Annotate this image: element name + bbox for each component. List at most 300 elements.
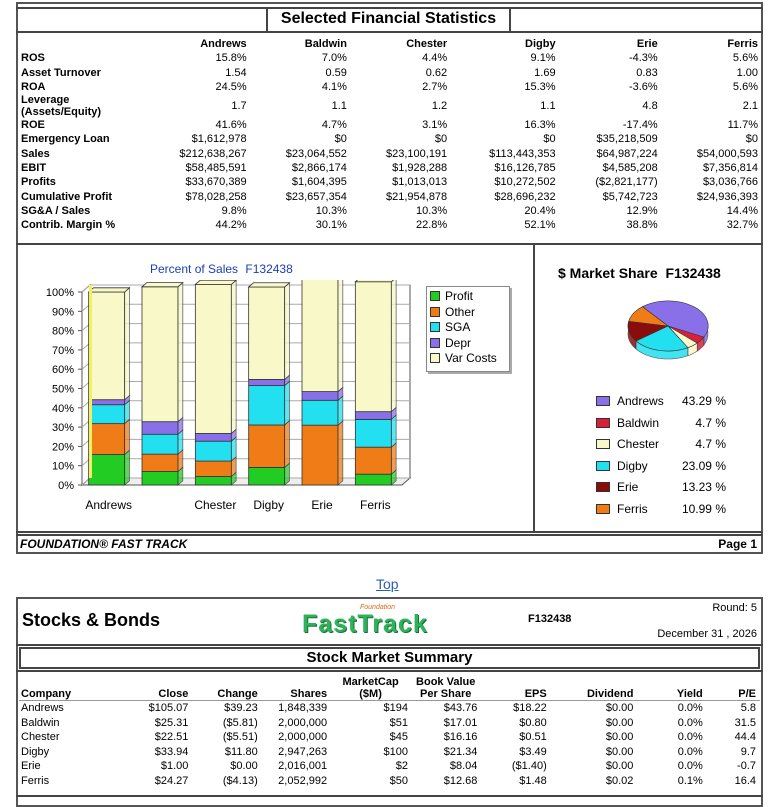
stock-row — [19, 701, 760, 716]
stock-cell: $0.00 — [605, 760, 634, 773]
fin-col-header: Andrews — [200, 38, 247, 50]
stock-cell: 5.8 — [740, 702, 756, 714]
fin-cell: 5.6% — [732, 80, 758, 93]
bar-segment — [195, 461, 231, 476]
market-share-item — [596, 459, 736, 481]
bar-segment-side — [285, 421, 290, 468]
fin-cell: $23,100,191 — [386, 147, 448, 160]
stock-cell: Erie — [21, 760, 41, 773]
fin-cell: 1.2 — [431, 100, 448, 113]
pct-chart-title-text: Percent of Sales — [150, 262, 239, 276]
fin-cell: $0 — [745, 133, 758, 146]
market-share-item — [596, 502, 736, 524]
stock-cell: $100 — [383, 745, 409, 758]
fin-cell: 10.3% — [415, 204, 448, 217]
x-axis-label: Ferris — [359, 498, 391, 512]
bar-top — [142, 283, 183, 287]
page2-bottom-rule — [16, 795, 763, 797]
fin-cell: 0.59 — [325, 66, 347, 79]
stock-row — [19, 759, 760, 774]
fin-cell: $3,036,766 — [702, 176, 758, 189]
y-tick-label: 0% — [58, 480, 74, 492]
stock-cell: $3.49 — [519, 745, 547, 758]
fin-cell: $0 — [543, 133, 556, 146]
fin-cell: 15.8% — [215, 52, 247, 65]
fin-row-label: EBIT — [21, 162, 47, 175]
y-tick-label: 20% — [51, 441, 74, 454]
bar-segment — [249, 287, 285, 379]
market-share-pct: 23.09 % — [681, 458, 726, 473]
stock-cell: $22.51 — [154, 731, 189, 744]
fin-row — [19, 66, 760, 80]
fin-cell: $1,928,288 — [392, 162, 448, 175]
legend-swatch — [430, 307, 440, 317]
fin-row-label: Sales — [21, 147, 50, 160]
fasttrack-logo — [302, 604, 462, 638]
charts-divider-top — [16, 243, 763, 245]
legend-label: Var Costs — [445, 351, 497, 365]
stock-row — [19, 716, 760, 731]
bar-segment — [302, 400, 338, 425]
fin-cell: 52.1% — [524, 219, 556, 232]
fin-row — [19, 118, 760, 132]
market-share-swatch — [596, 482, 610, 492]
fin-cell: $1,604,395 — [291, 176, 347, 189]
y-tick-label: 30% — [51, 422, 74, 435]
fin-row-label: Cumulative Profit — [21, 190, 113, 203]
stock-cell: 0.0% — [677, 760, 703, 773]
logo-fasttrack: FastTrack — [302, 610, 428, 638]
stock-cell: $1.00 — [160, 760, 189, 773]
summary-title: Stock Market Summary — [306, 649, 473, 666]
y-tick-label: 100% — [45, 287, 74, 299]
fin-cell: 1.69 — [534, 66, 556, 79]
bar-segment — [249, 379, 285, 385]
stock-cell: Ferris — [21, 774, 50, 787]
fin-row — [19, 218, 760, 232]
bar-segment — [249, 386, 285, 425]
fin-row — [19, 132, 760, 146]
market-share-swatch — [596, 418, 610, 428]
fin-cell: $58,485,591 — [185, 162, 247, 175]
stock-market-table — [19, 676, 760, 789]
stock-cell: 0.0% — [677, 745, 703, 758]
y-tick-label: 70% — [51, 344, 74, 357]
report-date: December 31 , 2026 — [657, 628, 757, 640]
fin-cell: 16.3% — [524, 119, 556, 132]
market-share-id: F132438 — [665, 265, 721, 281]
market-share-name: Andrews — [617, 394, 664, 408]
logo-foundation: Foundation — [360, 604, 396, 611]
fin-cell: 41.6% — [215, 119, 247, 132]
fin-cell: $2,866,174 — [291, 162, 347, 175]
pct-legend-item — [430, 289, 509, 305]
bar-segment — [355, 474, 391, 485]
market-share-item — [596, 437, 736, 459]
market-share-name: Chester — [617, 437, 660, 452]
bar-segment — [302, 392, 338, 401]
pct-legend-item — [430, 336, 509, 352]
fin-cell: $23,657,354 — [285, 190, 347, 203]
stock-cell: $11.80 — [224, 745, 258, 758]
fin-cell: $16,126,785 — [494, 162, 556, 175]
stock-cell: $0.02 — [605, 774, 634, 787]
bar-segment — [142, 454, 178, 471]
fin-cell: 15.3% — [524, 80, 556, 93]
fin-col-header: Digby — [525, 38, 556, 50]
x-axis-label: Chester — [194, 498, 237, 512]
market-share-name: Ferris — [617, 501, 648, 516]
stock-cell: 1,848,339 — [278, 702, 328, 714]
stock-cell: $8.04 — [449, 760, 478, 773]
fin-cell: 5.6% — [732, 52, 758, 65]
fin-row-label: Profits — [21, 176, 56, 189]
stock-cell: Andrews — [21, 702, 64, 714]
fin-cell: 14.4% — [726, 204, 758, 217]
bar-segment-side — [125, 419, 130, 454]
stock-cell: $0.80 — [519, 716, 547, 729]
legend-swatch — [430, 291, 440, 301]
stock-cell: ($4.13) — [222, 774, 258, 787]
bar-segment-side — [391, 280, 396, 412]
fin-cell: 10.3% — [315, 204, 347, 217]
fin-cell: -3.6% — [628, 80, 658, 93]
bar-segment — [89, 405, 125, 424]
bar-segment — [195, 433, 231, 441]
stock-cell: $24.27 — [154, 774, 189, 787]
fin-cell: $21,954,878 — [386, 190, 448, 203]
fin-cell: 44.2% — [215, 219, 247, 232]
fin-cell: 4.8 — [642, 100, 658, 113]
pct-chart-id: F132438 — [245, 262, 293, 276]
fin-cell: 32.7% — [726, 219, 758, 232]
stock-cell: $0.00 — [605, 731, 634, 744]
legend-label: SGA — [445, 320, 471, 334]
fin-row-label: Contrib. Margin % — [21, 219, 116, 232]
stock-col-header: Yield — [676, 688, 703, 700]
market-share-pct: 10.99 % — [681, 501, 726, 516]
bar-segment-side — [338, 421, 343, 485]
stock-cell: ($1.40) — [511, 760, 547, 773]
bar-segment — [89, 400, 125, 405]
market-share-name: Baldwin — [617, 415, 660, 430]
stock-cell: $51 — [389, 716, 409, 729]
fin-cell: -17.4% — [622, 119, 658, 132]
fin-col-header: Ferris — [727, 38, 758, 50]
fin-cell: 1.1 — [331, 100, 347, 113]
financial-stats-title-box — [266, 7, 511, 33]
stock-col-header: Shares — [290, 688, 328, 700]
p2-id: F132438 — [528, 613, 572, 625]
y-tick-label: 90% — [51, 306, 74, 319]
fin-cell: 4.1% — [321, 80, 347, 93]
fin-cell: $54,000,593 — [696, 147, 758, 160]
fin-cell: $4,585,208 — [602, 162, 658, 175]
fin-cell: $35,218,509 — [596, 133, 658, 146]
stock-col-header: EPS — [524, 688, 547, 700]
stock-cell: Chester — [21, 731, 60, 744]
fin-cell: 9.1% — [530, 52, 556, 65]
legend-label: Depr — [445, 335, 472, 350]
bar-segment-side — [391, 443, 396, 474]
x-axis-label: Andrews — [85, 498, 133, 512]
fin-cell: ($2,821,177) — [595, 176, 658, 189]
stock-cell: $0.00 — [230, 760, 258, 773]
bar-segment — [355, 282, 391, 412]
fin-row — [19, 94, 760, 118]
fin-cell: 2.1 — [742, 100, 758, 113]
fin-cell: 12.9% — [626, 204, 658, 217]
fin-row-label: ROA — [21, 80, 46, 93]
fin-col-header: Chester — [406, 38, 448, 50]
plot-edge-accent — [89, 285, 92, 478]
fin-cell: $78,028,258 — [185, 190, 247, 203]
stock-header-row — [19, 676, 760, 700]
fin-cell: 2.7% — [422, 80, 448, 93]
bar-top — [249, 283, 290, 287]
fin-cell: $10,272,502 — [494, 176, 556, 189]
bar-segment — [302, 425, 338, 485]
stock-cell: 2,947,263 — [278, 745, 328, 758]
bar-segment — [302, 280, 338, 392]
stock-cell: 0.0% — [677, 731, 703, 744]
stock-cell: 2,000,000 — [278, 731, 328, 744]
fin-cell: 30.1% — [315, 219, 347, 232]
stock-col-header: Company — [21, 688, 72, 700]
y-tick-label: 40% — [51, 402, 74, 415]
bar-segment-side — [125, 288, 130, 400]
fin-header-row — [19, 37, 760, 51]
stock-cell: $43.76 — [443, 702, 478, 714]
financial-stats-table — [19, 37, 760, 233]
fin-cell: 0.83 — [636, 66, 658, 79]
pct-legend-item — [430, 351, 509, 367]
stock-cell: $33.94 — [154, 745, 189, 758]
legend-label: Profit — [445, 289, 474, 303]
y-tick-label: 10% — [51, 460, 74, 473]
bar-segment — [142, 287, 178, 422]
bar-top — [195, 280, 236, 284]
fin-cell: $28,696,232 — [494, 190, 556, 203]
fin-cell: 4.7% — [321, 119, 347, 132]
fin-cell: $0 — [334, 133, 347, 146]
market-share-name: Digby — [617, 458, 648, 473]
top-link[interactable]: Top — [376, 576, 399, 592]
stock-col-header: Change — [217, 688, 258, 700]
bar-segment — [195, 284, 231, 433]
legend-label: Other — [445, 304, 476, 319]
legend-swatch — [430, 322, 440, 332]
bar-segment-side — [285, 381, 290, 425]
fin-cell: $113,443,353 — [489, 147, 556, 160]
bar-segment — [355, 419, 391, 447]
market-share-pct: 43.29 % — [681, 394, 726, 408]
stock-cell: 44.4 — [734, 731, 756, 744]
stock-row — [19, 774, 760, 789]
fin-cell: $1,612,978 — [191, 133, 247, 146]
bar-segment-side — [231, 280, 236, 433]
market-share-item — [596, 416, 736, 438]
stock-cell: $0.00 — [605, 745, 634, 758]
bar-segment — [355, 447, 391, 474]
market-share-title-text: $ Market Share — [558, 265, 658, 281]
fin-row-label: ROE — [21, 119, 45, 132]
fin-row — [19, 175, 760, 189]
bar-segment-side — [178, 283, 183, 422]
fin-cell: 1.1 — [540, 100, 556, 113]
top-link-wrap — [376, 576, 399, 594]
fin-cell: $7,356,814 — [702, 162, 758, 175]
stock-cell: $50 — [389, 774, 409, 787]
stock-cell: ($5.51) — [222, 731, 258, 744]
fin-cell: 7.0% — [321, 52, 347, 65]
bar-segment — [195, 477, 231, 485]
fin-cell: 20.4% — [524, 204, 556, 217]
stock-cell: $16.16 — [443, 731, 478, 744]
fin-row — [19, 190, 760, 204]
legend-swatch — [430, 353, 440, 363]
bar-top — [355, 280, 396, 282]
bar-segment-side — [285, 283, 290, 380]
stock-cell: Baldwin — [21, 716, 60, 729]
fin-col-header: Erie — [636, 38, 658, 50]
market-share-name: Erie — [617, 480, 639, 495]
fin-cell: 9.8% — [221, 204, 247, 217]
fin-row-label: Leverage (Assets/Equity) — [21, 94, 102, 119]
stock-cell: $2 — [395, 760, 409, 773]
stock-cell: 0.1% — [677, 774, 703, 787]
stock-cell: $194 — [383, 702, 409, 714]
fin-col-header: Baldwin — [304, 38, 347, 50]
stock-cell: $25.31 — [154, 716, 189, 729]
y-tick-label: 80% — [51, 325, 74, 338]
fin-row — [19, 204, 760, 218]
summary-title-box — [19, 647, 760, 669]
stock-cell: $0.00 — [605, 702, 634, 714]
market-share-swatch — [596, 504, 610, 514]
fin-cell: 1.7 — [231, 100, 247, 113]
market-share-title — [558, 265, 721, 281]
fin-row-label: ROS — [21, 52, 45, 65]
stock-cell: ($5.81) — [222, 716, 258, 729]
round-label: Round: 5 — [712, 602, 757, 614]
market-share-pct: 4.7 % — [695, 415, 726, 430]
market-share-pct: 4.7 % — [695, 437, 726, 452]
y-tick-label: 50% — [51, 383, 74, 396]
bar-top — [89, 288, 130, 292]
fin-cell: $212,638,267 — [179, 147, 247, 160]
fin-cell: $5,742,723 — [602, 190, 658, 203]
fin-cell: 24.5% — [215, 80, 247, 93]
stock-cell: $0.51 — [519, 731, 547, 744]
market-share-swatch — [596, 461, 610, 471]
market-share-swatch — [596, 396, 610, 406]
stock-col-header: P/E — [738, 688, 756, 700]
fin-cell: $24,936,393 — [696, 190, 758, 203]
market-share-item — [596, 394, 736, 416]
market-share-pie — [618, 290, 718, 370]
stock-row — [19, 730, 760, 745]
fin-cell: 22.8% — [415, 219, 448, 232]
pct-legend-item — [430, 305, 509, 321]
fin-row — [19, 51, 760, 65]
fin-header-blank — [19, 37, 139, 51]
market-share-legend — [596, 394, 736, 524]
stock-cell: 0.0% — [677, 702, 703, 714]
fin-cell: 0.62 — [425, 66, 448, 79]
bar-segment-side — [338, 280, 343, 392]
footer-page: Page 1 — [718, 537, 757, 551]
financial-stats-title: Selected Financial Statistics — [280, 10, 497, 27]
stock-cell: 2,016,001 — [278, 760, 328, 773]
bar-segment — [142, 434, 178, 454]
bar-segment — [249, 467, 285, 485]
bar-segment — [195, 441, 231, 461]
fin-cell: 1.54 — [225, 66, 247, 79]
market-share-pct: 13.23 % — [681, 480, 726, 495]
stocks-bonds-heading: Stocks & Bonds — [22, 610, 161, 630]
bar-segment — [89, 455, 125, 485]
percent-of-sales-chart — [18, 280, 418, 520]
market-share-swatch — [596, 439, 610, 449]
bar-segment — [355, 412, 391, 420]
stock-cell: $21.34 — [443, 745, 478, 758]
fin-cell: 3.1% — [422, 119, 448, 132]
bar-segment — [142, 422, 178, 435]
pct-chart-legend — [426, 286, 510, 372]
market-share-item — [596, 480, 736, 502]
x-axis-label: Digby — [253, 498, 285, 512]
fin-cell: $0 — [434, 133, 448, 146]
bar-segment — [89, 292, 125, 400]
fin-cell: $1,013,013 — [392, 176, 448, 189]
stock-cell: -0.7 — [737, 760, 756, 773]
bar-segment — [89, 424, 125, 455]
fin-cell: $23,064,552 — [285, 147, 347, 160]
fin-cell: 11.7% — [727, 119, 758, 132]
fin-row — [19, 80, 760, 94]
fin-cell: $64,987,224 — [596, 147, 658, 160]
fin-row — [19, 161, 760, 175]
stock-col-header: MarketCap ($M) — [342, 676, 399, 700]
stock-cell: $18.22 — [513, 702, 547, 714]
stock-col-header: Dividend — [586, 688, 634, 700]
fin-cell: 1.00 — [736, 66, 758, 79]
stock-cell: $17.01 — [443, 716, 478, 729]
fin-row-label: Asset Turnover — [21, 66, 101, 79]
bar-segment-side — [125, 450, 130, 485]
stock-cell: 2,052,992 — [278, 774, 328, 787]
fin-row-label: Emergency Loan — [21, 133, 110, 146]
bar-segment-side — [338, 396, 343, 425]
pct-legend-item — [430, 320, 509, 336]
stock-cell: 31.5 — [734, 716, 756, 729]
stock-cell: Digby — [21, 745, 50, 758]
stock-cell: 9.7 — [740, 745, 756, 758]
fin-cell: -4.3% — [628, 52, 658, 65]
stock-cell: 16.4 — [734, 774, 756, 787]
y-tick-label: 60% — [51, 364, 74, 377]
fin-row-label: SG&A / Sales — [21, 204, 91, 217]
stock-row — [19, 745, 760, 760]
x-axis-label: Erie — [311, 498, 333, 512]
fin-row — [19, 147, 760, 161]
pct-chart-title — [150, 262, 293, 276]
stock-cell: $1.48 — [519, 774, 547, 787]
stock-cell: $0.00 — [605, 716, 634, 729]
charts-divider-mid — [533, 244, 535, 532]
stock-col-header: Close — [158, 688, 189, 700]
